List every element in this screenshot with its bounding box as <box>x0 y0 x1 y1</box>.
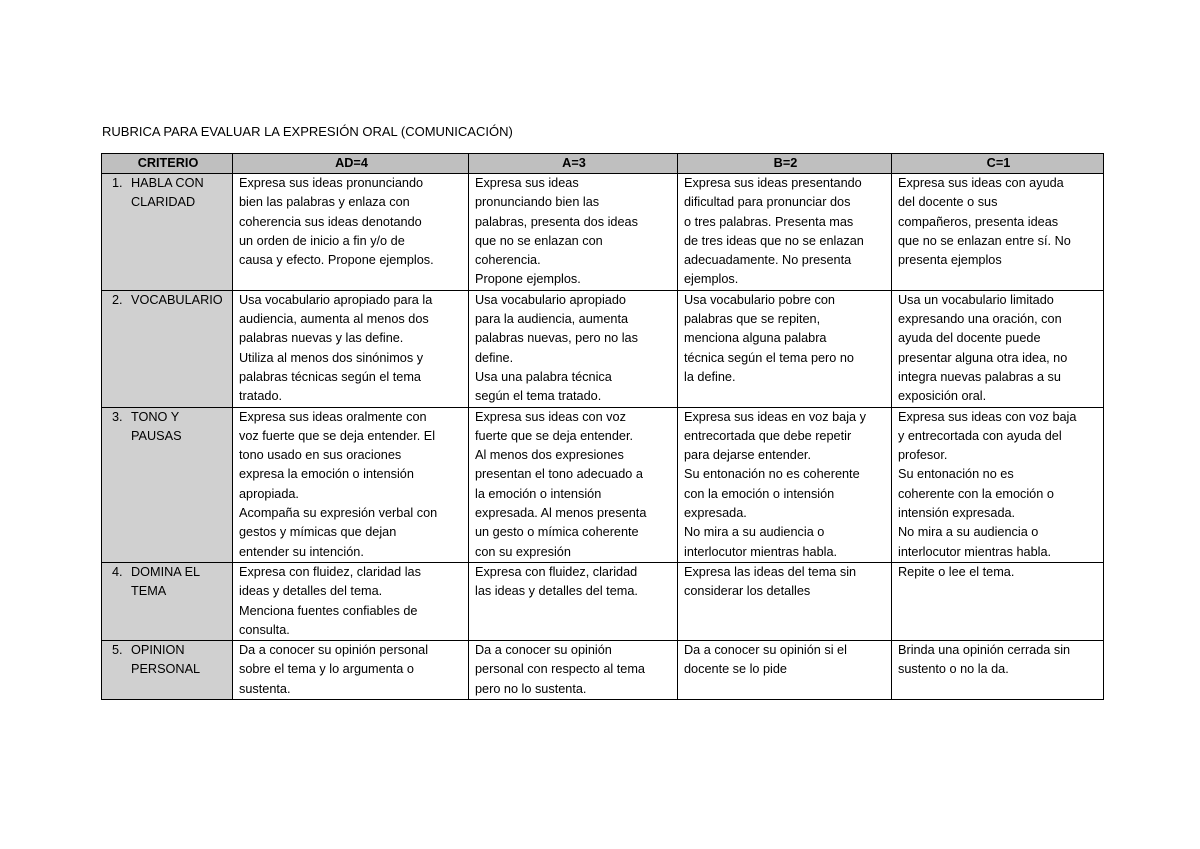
header-b2: B=2 <box>678 154 892 174</box>
level-a3-cell <box>469 174 678 291</box>
level-b2-cell <box>678 641 892 700</box>
level-b2-cell <box>678 174 892 291</box>
criterion-name: HABLA CON CLARIDAD <box>131 176 204 210</box>
header-row <box>102 154 1104 174</box>
cell-text: Expresa sus ideas con voz fuerte que se deja entender. Al menos dos expresiones presentan el tono adecuado a la emoción o intensión expresada. Al menos presenta un gesto o mímica coherente con su expresión <box>475 409 647 559</box>
cell-text: Expresa sus ideas presentando dificultad para pronunciar dos o tres palabras. Presenta mas de tres ideas que no se enlazan adecuadamente. No presenta ejemplos. <box>684 176 864 287</box>
criterion-number: 5. <box>112 643 123 658</box>
criterion-cell <box>102 174 233 291</box>
level-ad4-cell <box>233 641 469 700</box>
level-b2-cell <box>678 290 892 407</box>
criterion-number: 3. <box>112 409 123 424</box>
cell-text: Brinda una opinión cerrada sin sustento o no la da. <box>898 643 1071 677</box>
table-row <box>102 290 1104 407</box>
level-b2-cell <box>678 407 892 562</box>
level-a3-cell <box>469 290 678 407</box>
level-c1-cell <box>892 174 1104 291</box>
criterion-name: TONO Y PAUSAS <box>131 409 182 443</box>
level-ad4-cell <box>233 407 469 562</box>
rubric-table <box>101 153 1104 700</box>
header-c1: C=1 <box>892 154 1104 174</box>
table-row <box>102 562 1104 640</box>
cell-text: Expresa sus ideas con voz baja y entrecortada con ayuda del profesor. Su entonación no es coherente con la emoción o intensión expresada. No mira a su audiencia o interlocutor mientras habla. <box>898 409 1077 559</box>
level-a3-cell <box>469 407 678 562</box>
criterion-cell <box>102 290 233 407</box>
criterion-number: 2. <box>112 292 123 307</box>
cell-text: Da a conocer su opinión personal con respecto al tema pero no lo sustenta. <box>475 643 645 696</box>
criterion-name: OPINION PERSONAL <box>131 643 201 677</box>
cell-text: Da a conocer su opinión si el docente se lo pide <box>684 643 847 677</box>
criterion-name: VOCABULARIO <box>131 292 223 307</box>
level-ad4-cell <box>233 174 469 291</box>
cell-text: Usa un vocabulario limitado expresando una oración, con ayuda del docente puede presentar alguna otra idea, no integra nuevas palabras a su exposición oral. <box>898 292 1068 404</box>
cell-text: Usa vocabulario apropiado para la audiencia, aumenta palabras nuevas, pero no las define. Usa una palabra técnica según el tema tratado. <box>475 292 638 404</box>
cell-text: Expresa sus ideas en voz baja y entrecortada que debe repetir para dejarse entender. Su entonación no es coherente con la emoción o intensión expresada. No mira a su audiencia o interlocutor mientras habla. <box>684 409 866 559</box>
criterion-number: 1. <box>112 176 123 190</box>
level-c1-cell <box>892 641 1104 700</box>
table-row <box>102 174 1104 291</box>
cell-text: Expresa sus ideas pronunciando bien las palabras, presenta dos ideas que no se enlazan con coherencia. Propone ejemplos. <box>475 176 638 287</box>
cell-text: Da a conocer su opinión personal sobre el tema y lo argumenta o sustenta. <box>239 643 429 696</box>
criterion-number: 4. <box>112 564 123 579</box>
level-a3-cell <box>469 562 678 640</box>
criterion-cell <box>102 562 233 640</box>
level-c1-cell <box>892 290 1104 407</box>
table-row <box>102 641 1104 700</box>
cell-text: Expresa con fluidez, claridad las ideas y detalles del tema. <box>475 564 638 599</box>
cell-text: Expresa las ideas del tema sin considerar los detalles <box>684 564 857 599</box>
cell-text: Expresa con fluidez, claridad las ideas y detalles del tema. Menciona fuentes confiables de consulta. <box>239 564 421 637</box>
cell-text: Repite o lee el tema. <box>898 564 1015 579</box>
cell-text: Expresa sus ideas con ayuda del docente o sus compañeros, presenta ideas que no se enlazan entre sí. No presenta ejemplos <box>898 176 1071 268</box>
page-title: RUBRICA PARA EVALUAR LA EXPRESIÓN ORAL (COMUNICACIÓN) <box>102 124 513 139</box>
cell-text: Usa vocabulario apropiado para la audiencia, aumenta al menos dos palabras nuevas y las define. Utiliza al menos dos sinónimos y palabras técnicas según el tema tratado. <box>239 292 433 404</box>
level-ad4-cell <box>233 290 469 407</box>
level-b2-cell <box>678 562 892 640</box>
cell-text: Usa vocabulario pobre con palabras que se repiten, menciona alguna palabra técnica según el tema pero no la define. <box>684 292 854 384</box>
cell-text: Expresa sus ideas pronunciando bien las palabras y enlaza con coherencia sus ideas denotando un orden de inicio a fin y/o de causa y efecto. Propone ejemplos. <box>239 176 434 268</box>
level-ad4-cell <box>233 562 469 640</box>
header-a3: A=3 <box>469 154 678 174</box>
level-c1-cell <box>892 562 1104 640</box>
cell-text: Expresa sus ideas oralmente con voz fuerte que se deja entender. El tono usado en sus oraciones expresa la emoción o intensión apropiada. Acompaña su expresión verbal con gestos y mímicas que dejan entender su intención. <box>239 409 438 559</box>
header-criterio: CRITERIO <box>102 154 233 174</box>
criterion-cell <box>102 407 233 562</box>
level-c1-cell <box>892 407 1104 562</box>
criterion-name: DOMINA EL TEMA <box>131 564 201 599</box>
header-ad4: AD=4 <box>233 154 469 174</box>
level-a3-cell <box>469 641 678 700</box>
table-row <box>102 407 1104 562</box>
criterion-cell <box>102 641 233 700</box>
